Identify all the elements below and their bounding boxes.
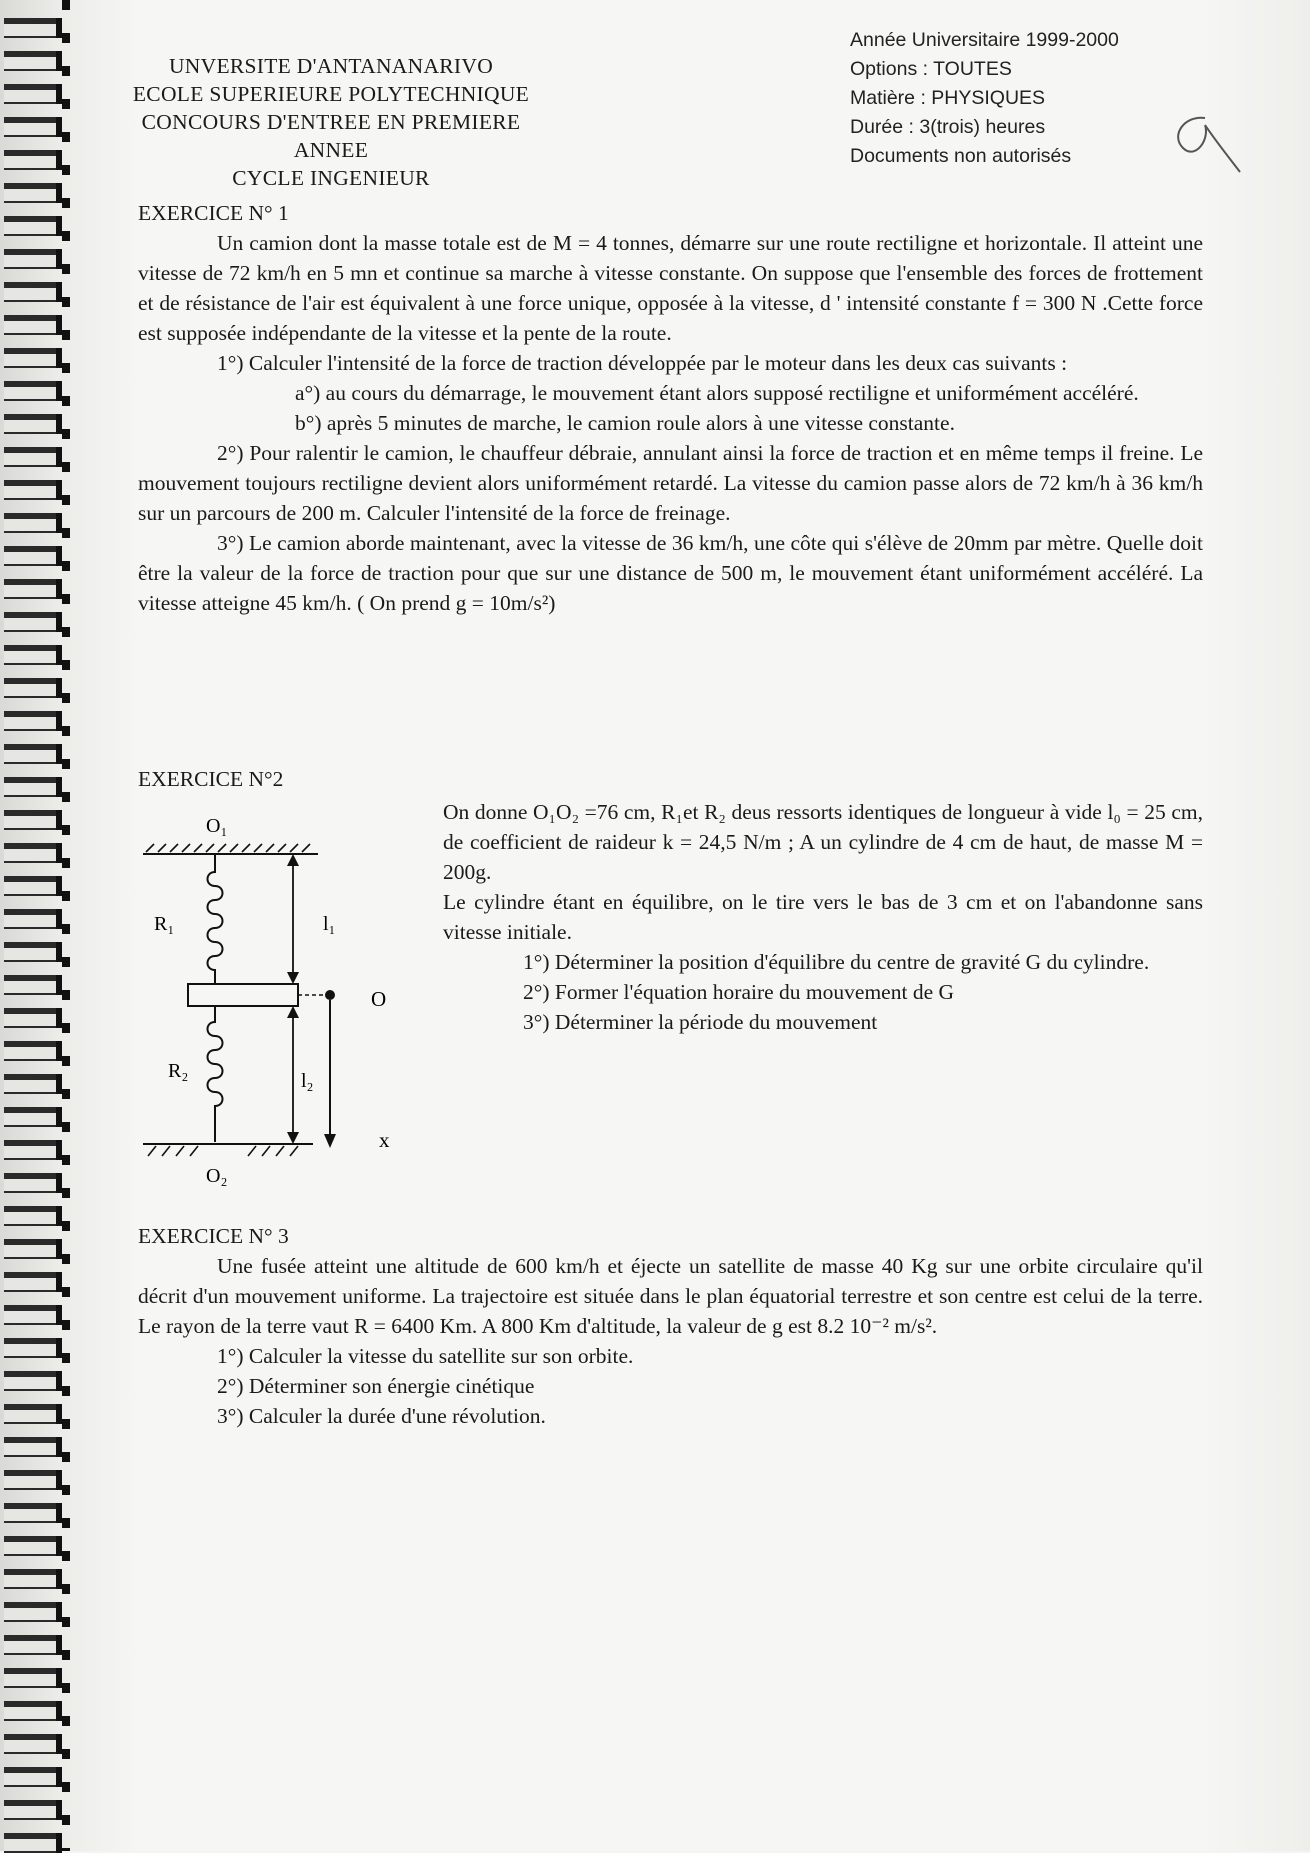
institution-header: [122, 52, 540, 192]
binding-ring: [4, 414, 62, 434]
binding-ring: [4, 18, 62, 38]
question-3: 3°) Calculer la durée d'une révolution.: [217, 1404, 546, 1428]
binding-ring: [4, 84, 62, 104]
binding-ring: [4, 315, 62, 335]
question-2: 2°) Déterminer son énergie cinétique: [217, 1374, 535, 1398]
binding-ring: [4, 744, 62, 764]
binding-ring: [4, 348, 62, 368]
exercise-1: [138, 198, 1203, 618]
spring-cylinder-diagram: [138, 812, 428, 1192]
binding-ring: [4, 810, 62, 830]
header-line: UNVERSITE D'ANTANANARIVO: [168, 54, 494, 78]
binding-ring: [4, 1074, 62, 1094]
binding-ring: [4, 381, 62, 401]
binding-ring: [4, 1833, 62, 1853]
binding-ring: [4, 1338, 62, 1358]
exercise-title: EXERCICE N°2: [138, 767, 284, 791]
binding-ring: [4, 1008, 62, 1028]
header-line: ECOLE SUPERIEURE POLYTECHNIQUE: [132, 82, 530, 106]
binding-ring: [4, 1767, 62, 1787]
binding-ring: [4, 1602, 62, 1622]
exercise-3: [138, 1221, 1203, 1431]
binding-ring: [4, 546, 62, 566]
binding-ring: [4, 1470, 62, 1490]
exam-info: [850, 26, 1190, 171]
binding-ring: [4, 447, 62, 467]
binding-ring: [4, 876, 62, 896]
binding-ring: [4, 1404, 62, 1424]
binding-ring: [4, 1107, 62, 1127]
label-o2: O₂: [206, 1165, 228, 1187]
binding-ring: [4, 1503, 62, 1523]
exam-info-line: Année Universitaire 1999-2000: [850, 29, 1119, 51]
binding-ring: [4, 282, 62, 302]
binding-ring: [4, 150, 62, 170]
exercise-setup: Le cylindre étant en équilibre, on le tire vers le bas de 3 cm et on l'abandonne sans vitesse initiale.: [443, 890, 1203, 944]
exercise-intro: Une fusée atteint une altitude de 600 km/h et éjecte un satellite de masse 40 Kg sur une orbite circulaire qu'il décrit d'un mouvement uniforme. La trajectoire est située dans le plan équatorial terrestre et son centre est celui de la terre. Le rayon de la terre vaut R = 6400 Km. A 800 Km d'altitude, la valeur de g est 8.2 10⁻² m/s².: [138, 1254, 1203, 1338]
label-r2: R₂: [168, 1060, 189, 1082]
binding-ring: [4, 645, 62, 665]
binding-ring: [4, 1734, 62, 1754]
spiral-binding: [0, 0, 70, 1851]
label-l2: l₂: [301, 1070, 314, 1092]
binding-ring: [4, 942, 62, 962]
binding-ring: [4, 1536, 62, 1556]
question-1: 1°) Calculer la vitesse du satellite sur son orbite.: [217, 1344, 634, 1368]
binding-ring: [4, 1206, 62, 1226]
binding-ring: [4, 183, 62, 203]
binding-ring: [4, 51, 62, 71]
exercise-2-text: [443, 797, 1203, 1037]
binding-ring: [4, 1305, 62, 1325]
binding-ring: [4, 975, 62, 995]
handwritten-mark: [1165, 110, 1245, 180]
binding-ring: [4, 711, 62, 731]
binding-ring: [4, 612, 62, 632]
binding-ring: [4, 1239, 62, 1259]
binding-ring: [4, 1569, 62, 1589]
binding-ring: [4, 579, 62, 599]
label-l1: l₁: [323, 913, 336, 935]
binding-ring: [4, 216, 62, 236]
question-1a: a°) au cours du démarrage, le mouvement étant alors supposé rectiligne et uniformément accéléré.: [295, 381, 1139, 405]
binding-ring: [4, 843, 62, 863]
question-3: 3°) Le camion aborde maintenant, avec la vitesse de 36 km/h, une côte qui s'élève de 20mm par mètre. Quelle doit être la valeur de la force de traction pour que sur une distance de 500 m, le mouvement étant uniformément accéléré. La vitesse atteigne 45 km/h. ( On prend g = 10m/s²): [138, 531, 1203, 615]
binding-ring: [4, 1041, 62, 1061]
exercise-intro: Un camion dont la masse totale est de M = 4 tonnes, démarre sur une route rectiligne et horizontale. Il atteint une vitesse de 72 km/h en 5 mn et continue sa marche à vitesse constante. On suppose que l'ensemble des forces de frottement et de résistance de l'air est équivalent à une force unique, opposée à la vitesse, d ' intensité constante f = 300 N .Cette force est supposée indépendante de la vitesse et la pente de la route.: [138, 231, 1203, 345]
exam-info-line: Options : TOUTES: [850, 58, 1012, 80]
question-2: 2°) Pour ralentir le camion, le chauffeur débraie, annulant ainsi la force de traction et en même temps il freine. Le mouvement toujours rectiligne devient alors uniformément retardé. La vitesse du camion passe alors de 72 km/h à 36 km/h sur un parcours de 200 m. Calculer l'intensité de la force de freinage.: [138, 441, 1203, 525]
label-r1: R₁: [154, 913, 175, 935]
binding-ring: [4, 1437, 62, 1457]
label-o1: O₁: [206, 815, 228, 837]
question-1: 1°) Déterminer la position d'équilibre du centre de gravité G du cylindre.: [523, 950, 1150, 974]
binding-ring: [4, 1272, 62, 1292]
header-line: CYCLE INGENIEUR: [232, 166, 430, 190]
question-3: 3°) Déterminer la période du mouvement: [523, 1010, 878, 1034]
label-o: O: [371, 987, 387, 1011]
exam-info-line: Matière : PHYSIQUES: [850, 87, 1046, 109]
exam-info-line: Documents non autorisés: [850, 145, 1072, 167]
binding-ring: [4, 1140, 62, 1160]
label-x: x: [379, 1128, 390, 1152]
binding-ring: [4, 909, 62, 929]
question-1: 1°) Calculer l'intensité de la force de traction développée par le moteur dans les deux cas suivants :: [217, 351, 1068, 375]
exercise-data: On donne O₁O₂ =76 cm, R₁et R₂ deus ressorts identiques de longueur à vide l₀ = 25 cm, de coefficient de raideur k = 24,5 N/m ; A un cylindre de 4 cm de haut, de masse M = 200g.: [443, 800, 1203, 884]
binding-ring: [4, 1635, 62, 1655]
exercise-title: EXERCICE N° 3: [138, 1224, 289, 1248]
binding-ring: [4, 249, 62, 269]
question-1b: b°) après 5 minutes de marche, le camion roule alors à une vitesse constante.: [295, 411, 955, 435]
binding-ring: [4, 1173, 62, 1193]
binding-ring: [4, 513, 62, 533]
binding-ring: [4, 117, 62, 137]
binding-ring: [4, 1800, 62, 1820]
header-line: CONCOURS D'ENTREE EN PREMIERE ANNEE: [141, 110, 521, 162]
binding-ring: [4, 1371, 62, 1391]
binding-ring: [4, 678, 62, 698]
exercise-title: EXERCICE N° 1: [138, 201, 289, 225]
binding-ring: [4, 1701, 62, 1721]
binding-ring: [4, 480, 62, 500]
binding-ring: [4, 1668, 62, 1688]
question-2: 2°) Former l'équation horaire du mouvement de G: [523, 980, 955, 1004]
binding-ring: [4, 777, 62, 797]
exam-info-line: Durée : 3(trois) heures: [850, 116, 1046, 138]
